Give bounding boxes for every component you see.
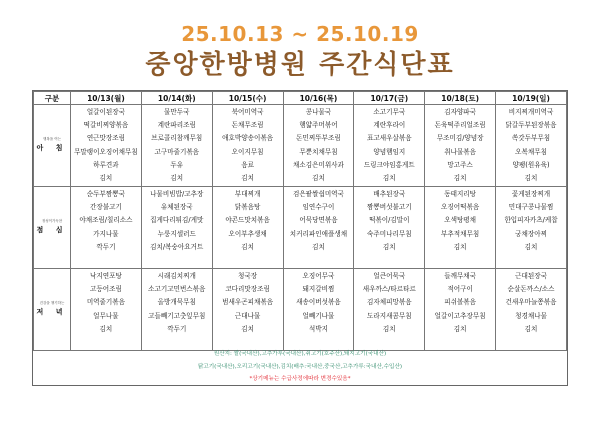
menu-item: 김치 [524, 324, 538, 333]
menu-sheet [32, 90, 568, 386]
menu-item: 쏙갓두부무침 [511, 134, 551, 143]
menu-item: 미역줄기볶음 [86, 298, 126, 307]
menu-item: 김치 [99, 324, 113, 333]
menu-item: 새우까스/타르타르 [362, 285, 416, 294]
corner-label: 구분 [34, 92, 71, 105]
menu-item: 하루견과 [93, 160, 119, 169]
menu-item: 김치 [312, 242, 325, 251]
menu-item: 무조미김/양념장 [436, 134, 484, 143]
meal-name: 저 녁 [36, 308, 68, 317]
menu-cell [425, 105, 496, 187]
menu-item: 집게다리튀김/게맛 [150, 216, 204, 225]
menu-cell [71, 269, 142, 351]
menu-item: 청경채나물 [515, 311, 547, 320]
menu-item: 김치 [170, 173, 184, 182]
menu-item: 낙지연포탕 [89, 271, 122, 280]
menu-item: 김치 [241, 173, 254, 182]
menu-item: 소고기고민번스볶음 [148, 285, 206, 294]
menu-cell [283, 269, 354, 351]
menu-item: 한입피자카츠/케찹 [504, 216, 558, 225]
menu-item: 석박지 [308, 324, 328, 333]
menu-item: 근대나물 [234, 311, 261, 320]
menu-item: 깍두기 [167, 324, 187, 333]
dinner-row [34, 269, 567, 351]
menu-item: 취나물볶음 [444, 147, 477, 156]
menu-item: 무뿐치채무침 [299, 147, 338, 156]
menu-item: 가지나물 [93, 229, 119, 238]
menu-item: 순두부짬뽕국 [86, 189, 126, 198]
menu-item: 유체된장국 [160, 203, 193, 212]
menu-item: 오이부추생채 [228, 229, 267, 238]
menu-item: 떡볶이/김말이 [369, 216, 410, 225]
menu-item: 얼빼기나물 [302, 311, 335, 320]
menu-item [142, 254, 212, 267]
day-header-thu: 10/16(목) [283, 92, 354, 105]
menu-item: 얼큰어묵국 [373, 271, 406, 280]
menu-item: 연근맛장조림 [86, 134, 126, 143]
menu-item: 김치 [453, 324, 467, 333]
menu-item: 숙주미나리무침 [367, 229, 412, 238]
menu-item: 애호박양송이볶음 [222, 134, 274, 143]
menu-item: 김치 [241, 242, 254, 251]
lunch-row [34, 187, 567, 269]
menu-item: 브로콜리참깨무침 [151, 134, 203, 143]
menu-cell [496, 269, 567, 351]
menu-item: 누룽지셀러드 [157, 229, 196, 238]
menu-item: 얼무나물 [93, 311, 119, 320]
meal-caption: 정성이가득찬 [41, 219, 63, 224]
menu-cell [283, 187, 354, 269]
menu-item: 동태지리탕 [444, 189, 477, 198]
menu-item: 민대구콩나물찜 [508, 203, 554, 212]
menu-item: 배추된장국 [373, 189, 406, 198]
date-range: 25.10.13 ~ 25.10.19 [181, 22, 419, 46]
menu-item: 근대된장국 [515, 271, 547, 280]
menu-item: 순살돈까스/소스 [507, 285, 555, 294]
menu-item: 고들빼기고춧잎무침 [148, 311, 206, 320]
menu-item: 얼갈이고추장무침 [434, 311, 486, 320]
menu-item: 두유 [170, 160, 184, 169]
menu-item: 닭볶음탕 [234, 203, 261, 212]
page-title: 중앙한방병원 주간식단표 [145, 50, 455, 80]
menu-item: 올방개묵무침 [157, 298, 196, 307]
meal-caption: 건강을 챙기하는 [39, 301, 65, 306]
menu-item: 돈민찌뚜부조림 [296, 134, 341, 143]
menu-item: 임연수구이 [302, 203, 335, 212]
menu-item: 돈육떡주리얼조림 [434, 121, 486, 130]
menu-item: 김치 [382, 173, 396, 182]
menu-item: 양팽(원유육) [512, 160, 550, 169]
dinner-label [34, 269, 71, 351]
menu-item: 계란후라이 [373, 121, 406, 130]
menu-item: 청국장 [238, 271, 258, 280]
breakfast-row [34, 105, 567, 187]
menu-item: 도라지새콤무침 [367, 311, 412, 320]
menu-item: 부대찌개 [234, 189, 261, 198]
menu-item: 짬뽕버섯불고기 [367, 203, 412, 212]
breakfast-label [34, 105, 71, 187]
menu-item: 새송이버섯볶음 [296, 298, 341, 307]
day-header-mon: 10/13(월) [71, 92, 142, 105]
menu-cell [354, 269, 425, 351]
menu-item: 치커리파인애플생채 [289, 229, 348, 238]
menu-item: 피쉬볼볶음 [444, 298, 477, 307]
menu-cell [212, 105, 283, 187]
menu-cell [425, 269, 496, 351]
menu-item: 검은팥쌀쉽미역국 [292, 189, 344, 198]
menu-item: 망고주스 [447, 160, 473, 169]
menu-item: 오색탕평채 [444, 216, 477, 225]
day-header-fri: 10/17(금) [354, 92, 425, 105]
menu-cell [212, 269, 283, 351]
menu-item: 고등어조림 [89, 285, 122, 294]
menu-item: 김치 [453, 242, 467, 251]
origin-info-line-2: 닭고기(국내산),오리고기(국내산),김치(배추:국내산,중국산,고추가루:국내산,수입산) [197, 364, 403, 370]
menu-item: 김치 [99, 173, 113, 182]
menu-item: 김치 [524, 242, 538, 251]
menu-item: 김자양파국 [444, 107, 477, 116]
menu-item: 시래김치찌개 [157, 271, 196, 280]
menu-item: 코다리맛장조림 [225, 285, 270, 294]
day-header-sat: 10/18(토) [425, 92, 496, 105]
menu-item: 깍두기 [96, 242, 116, 251]
origin-info-line-1: 원산지: 쌀(국내산),고추가루(국내산),쥐고기(호주산),돼지고기(국내산) [213, 351, 387, 357]
menu-item: 드링크야임홍게트 [363, 160, 415, 169]
menu-cell [354, 105, 425, 187]
day-header-tue: 10/14(화) [141, 92, 212, 105]
menu-item: 음료 [241, 160, 254, 169]
menu-item: 간장불고기 [89, 203, 122, 212]
menu-item: 부추적채무침 [441, 229, 480, 238]
menu-item: 얼갈이된장국 [86, 107, 126, 116]
meal-name: 점 심 [36, 226, 68, 235]
menu-item [425, 254, 495, 267]
menu-item: 김자체피망볶음 [367, 298, 412, 307]
menu-item: 돈채무조림 [231, 121, 264, 130]
menu-item: 오징어무국 [302, 271, 335, 280]
menu-cell [354, 187, 425, 269]
menu-item: 건새우마늘쫑볶음 [505, 298, 557, 307]
meal-rows [34, 105, 567, 351]
menu-item: 물만두국 [164, 107, 190, 116]
lunch-label [34, 187, 71, 269]
menu-item: 김치 [382, 324, 396, 333]
menu-item: 돼지갈비찜 [302, 285, 335, 294]
menu-cell [283, 105, 354, 187]
menu-item: 무말랭이오징어채무침 [74, 147, 138, 156]
menu-item: 야채조림/칠리소스 [79, 216, 133, 225]
menu-item: 채소김은미위사과 [292, 160, 344, 169]
menu-item: 나물비빔밥/고추장 [150, 189, 204, 198]
day-header-row [34, 92, 567, 105]
menu-item: 야콘드맛치볶음 [225, 216, 270, 225]
menu-item: 오이지무침 [231, 147, 264, 156]
menu-item: 햄얇주머볶어 [299, 121, 338, 130]
menu-cell [212, 187, 283, 269]
menu-item: 표고새우살볶음 [367, 134, 412, 143]
menu-item: 소고기무국 [373, 107, 406, 116]
menu-cell [425, 187, 496, 269]
menu-item: 오복채무침 [515, 147, 547, 156]
menu-item: 떡갈비찌양볶음 [83, 121, 129, 130]
menu-item: 콩나물국 [305, 107, 332, 116]
menu-item: 적어구이 [447, 285, 473, 294]
meal-caption: 행복을 여는 [42, 137, 62, 142]
menu-item: 김치 [453, 173, 467, 182]
menu-item: 김치 [241, 324, 254, 333]
weekly-menu-table [33, 91, 567, 351]
menu-cell [496, 105, 567, 187]
menu-change-notice: *상기메뉴는 수급사정에따라 변경수있음* [249, 376, 351, 382]
menu-item: 고구마줄기볶음 [154, 147, 200, 156]
menu-item [71, 254, 141, 267]
menu-item [496, 254, 566, 267]
menu-cell [141, 187, 212, 269]
menu-item: 김치 [382, 242, 396, 251]
menu-item: 어묵당면볶음 [299, 216, 338, 225]
menu-item: 김치 [524, 173, 538, 182]
meal-name: 아 침 [36, 144, 68, 153]
menu-item: 계란파리조림 [157, 121, 196, 130]
menu-item: 닭갈두부된장볶음 [505, 121, 557, 130]
day-header-wed: 10/15(수) [212, 92, 283, 105]
menu-item: 비지찌개미역국 [508, 107, 554, 116]
menu-cell [141, 269, 212, 351]
menu-cell [141, 105, 212, 187]
menu-item: 김치/복숭아요거트 [150, 242, 204, 251]
menu-cell [71, 187, 142, 269]
menu-cell [496, 187, 567, 269]
menu-item: 범새우곤피채볶음 [222, 298, 274, 307]
menu-item: 양념햄임지 [373, 147, 406, 156]
menu-item: 북어미역국 [231, 107, 264, 116]
menu-item: 오징어떡볶음 [441, 203, 480, 212]
menu-item [213, 254, 283, 267]
menu-item [354, 254, 424, 267]
menu-item: 궁채장아찌 [515, 229, 547, 238]
menu-item: 꽃게된장찌개 [511, 189, 551, 198]
day-header-sun: 10/19(일) [496, 92, 567, 105]
menu-item: 들깨무채국 [444, 271, 477, 280]
menu-item [284, 254, 354, 267]
menu-cell [71, 105, 142, 187]
menu-item: 김치 [312, 173, 325, 182]
